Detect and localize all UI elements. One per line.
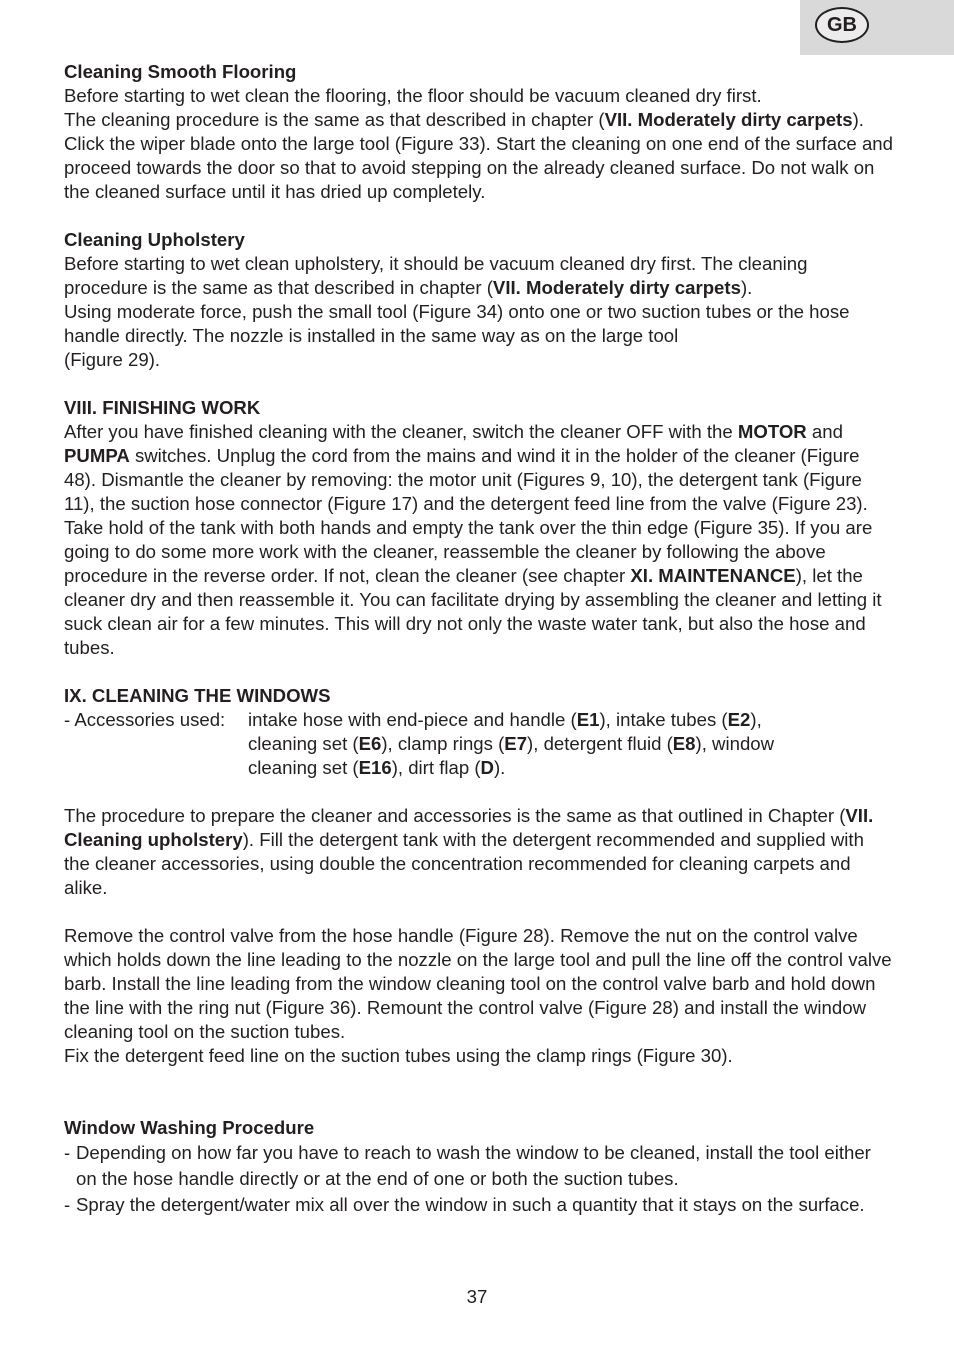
paragraph: After you have finished cleaning with the cleaner, switch the cleaner OFF with the MOTOR and PUMPA switches. Unplug the cord from the mains and wind it in the holder of the cleaner (Figure 48). Dismantle the cleaner by removing: the motor unit (Figures 9, 10), the detergent tank (Figure 11), the suction hose connector (Figure 17) and the detergent feed line from the valve (Figure 23). Take hold of the tank with both hands and empty the tank over the thin edge (Figure 35). If you are going to do some more work with the cleaner, reassemble the cleaner by following the above procedure in the reverse order. If not, clean the cleaner (see chapter XI. MAINTENANCE), let the cleaner dry and then reassemble it. You can facilitate drying by assembling the cleaner and letting it suck clean air for a few minutes. This will dry not only the waste water tank, but also the hose and tubes. — [64, 421, 882, 658]
section-heading: IX. CLEANING THE WINDOWS — [64, 685, 331, 706]
paragraph: Fix the detergent feed line on the suction tubes using the clamp rings (Figure 30). — [64, 1045, 733, 1066]
page-number: 37 — [466, 1286, 488, 1307]
page-content — [64, 60, 894, 1218]
windows-installation — [64, 924, 894, 1068]
paragraph: Using moderate force, push the small tool (Figure 34) onto one or two suction tubes or the hose handle directly. The nozzle is installed in the same way as on the large tool — [64, 301, 850, 346]
section-heading: Cleaning Upholstery — [64, 229, 245, 250]
section-heading: VIII. FINISHING WORK — [64, 397, 261, 418]
chapter-ref: VII. Cleaning upholstery — [64, 805, 874, 850]
paragraph: Before starting to wet clean upholstery, it should be vacuum cleaned dry first. The cleaning procedure is the same as that described in chapter (VII. Moderately dirty carpets). — [64, 253, 808, 298]
accessories-items: intake hose with end-piece and handle (E1), intake tubes (E2), cleaning set (E6), clamp rings (E7), detergent fluid (E8), window cleaning set (E16), dirt flap (D). — [248, 709, 775, 778]
switch-name: MOTOR — [737, 421, 807, 442]
section-finishing-work — [64, 396, 894, 660]
section-window-washing — [64, 1116, 894, 1218]
paragraph: Remove the control valve from the hose handle (Figure 28). Remove the nut on the control valve which holds down the line leading to the nozzle on the large tool and pull the line off the control valve barb. Install the line leading from the window cleaning tool on the control valve barb and hold down the line with the ring nut (Figure 36). Remount the control valve (Figure 28) and install the window cleaning tool on the suction tubes. — [64, 925, 892, 1042]
language-badge: GB — [815, 7, 869, 43]
chapter-ref: XI. MAINTENANCE — [630, 565, 796, 586]
accessories-list — [64, 708, 894, 780]
section-heading: Cleaning Smooth Flooring — [64, 61, 297, 82]
section-upholstery — [64, 228, 894, 372]
section-smooth-flooring — [64, 60, 894, 204]
paragraph: Before starting to wet clean the flooring, the floor should be vacuum cleaned dry first. — [64, 85, 762, 106]
list-item: - Depending on how far you have to reach to wash the window to be cleaned, install the tool either on the hose handle directly or at the end of one or both the suction tubes. — [64, 1142, 871, 1189]
paragraph: (Figure 29). — [64, 349, 161, 370]
paragraph: The procedure to prepare the cleaner and accessories is the same as that outlined in Chapter (VII. Cleaning upholstery). Fill the detergent tank with the detergent recommended and supplied with the cleaner accessories, using double the concentration recommended for cleaning carpets and alike. — [64, 805, 874, 898]
switch-name: PUMPA — [64, 445, 130, 466]
chapter-ref: VII. Moderately dirty carpets — [492, 277, 741, 298]
windows-preparation — [64, 804, 894, 900]
paragraph: The cleaning procedure is the same as that described in chapter (VII. Moderately dirty carpets). Click the wiper blade onto the large tool (Figure 33). Start the cleaning on one end of the surface and proceed towards the door so that to avoid stepping on the already cleaned surface. Do not walk on the cleaned surface until it has dried up completely. — [64, 109, 893, 202]
accessories-label: - Accessories used: — [64, 709, 231, 730]
list-item: - Spray the detergent/water mix all over the window in such a quantity that it stays on the surface. — [64, 1194, 865, 1215]
chapter-ref: VII. Moderately dirty carpets — [604, 109, 853, 130]
language-tab — [800, 0, 954, 55]
section-heading: Window Washing Procedure — [64, 1117, 315, 1138]
section-cleaning-windows — [64, 684, 894, 780]
